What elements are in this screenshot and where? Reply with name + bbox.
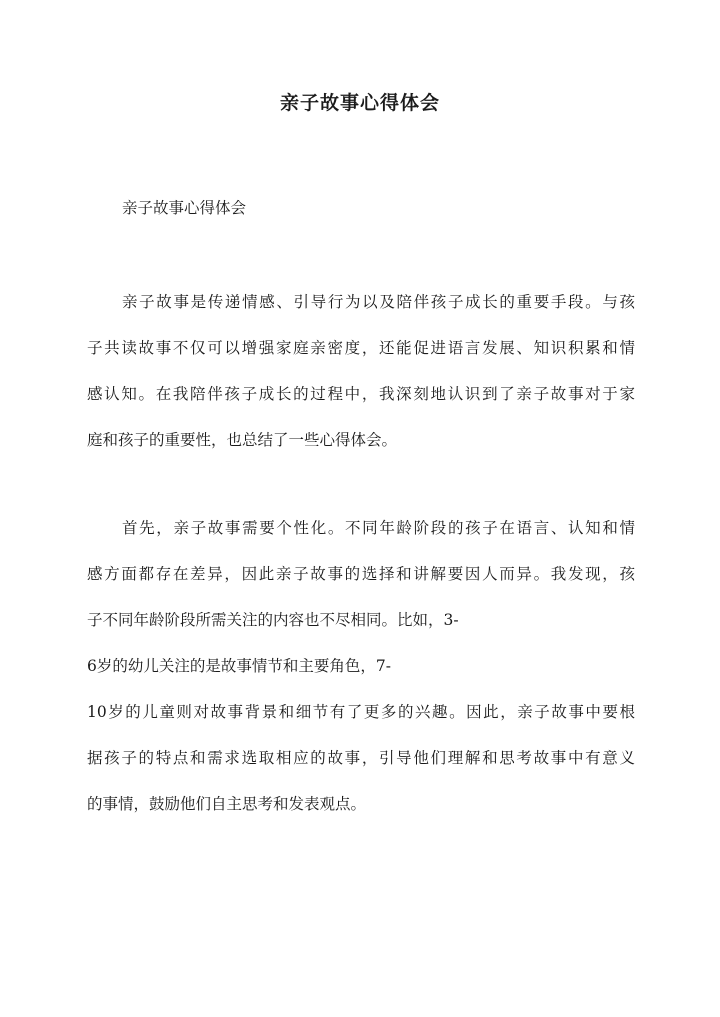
paragraph-line: 庭和孩子的重要性，也总结了一些心得体会。 xyxy=(87,431,398,449)
document-title: 亲子故事心得体会 xyxy=(279,92,440,114)
paragraph-line: 子不同年龄阶段所需关注的内容也不尽相同。比如，3- xyxy=(87,611,459,629)
paragraph-intro xyxy=(87,279,635,463)
paragraph-line: 子共读故事不仅可以增强家庭亲密度，还能促进语言发展、知识积累和情 xyxy=(87,339,635,357)
paragraph-line: 感方面都存在差异，因此亲子故事的选择和讲解要因人而异。我发现，孩 xyxy=(87,565,635,583)
paragraph-line: 据孩子的特点和需求选取相应的故事，引导他们理解和思考故事中有意义 xyxy=(87,749,635,767)
paragraph-line: 10岁的儿童则对故事背景和细节有了更多的兴趣。因此，亲子故事中要根 xyxy=(87,703,635,721)
paragraph-line: 6岁的幼儿关注的是故事情节和主要角色，7- xyxy=(87,657,391,675)
paragraph-line: 首先，亲子故事需要个性化。不同年龄阶段的孩子在语言、认知和情 xyxy=(122,519,635,537)
document-subtitle: 亲子故事心得体会 xyxy=(122,199,247,217)
paragraph-line: 的事情，鼓励他们自主思考和发表观点。 xyxy=(87,795,367,813)
paragraph-personalization xyxy=(87,505,635,827)
paragraph-line: 感认知。在我陪伴孩子成长的过程中，我深刻地认识到了亲子故事对于家 xyxy=(87,385,635,403)
paragraph-line: 亲子故事是传递情感、引导行为以及陪伴孩子成长的重要手段。与孩 xyxy=(122,293,635,311)
